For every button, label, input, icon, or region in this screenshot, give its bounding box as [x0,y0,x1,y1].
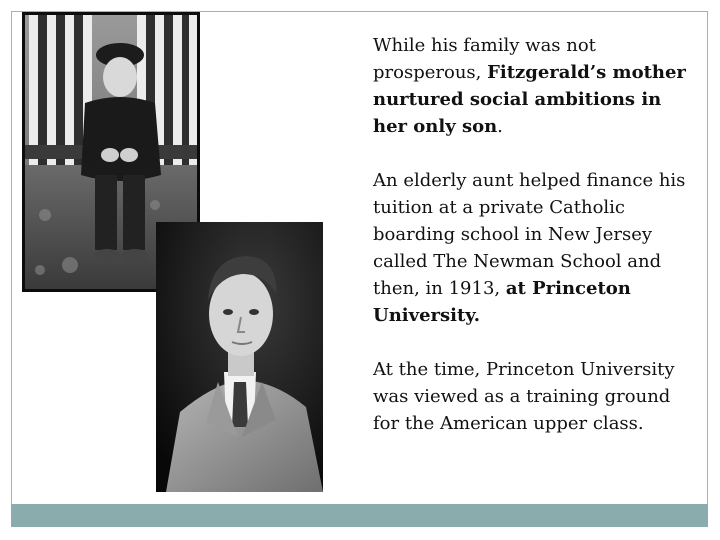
photo-young-man [156,222,323,492]
footer-bar [11,504,708,527]
body-text [373,32,699,464]
paragraph-princeton [373,356,699,437]
bold-text-run: at Princeton University. [373,278,631,326]
text-run: While his family was not prosperous, [373,35,596,83]
text-run: An elderly aunt helped finance his tuition at a private Catholic boarding school in New Jersey called The Newman School and then, in 1913, [373,170,686,299]
text-run: . [497,116,503,137]
paragraph-education [373,167,699,329]
bold-text-run: Fitzgerald’s mother nurtured social ambitions in her only son [373,62,686,137]
paragraph-family [373,32,699,140]
text-run: At the time, Princeton University was viewed as a training ground for the American upper class. [373,359,675,434]
